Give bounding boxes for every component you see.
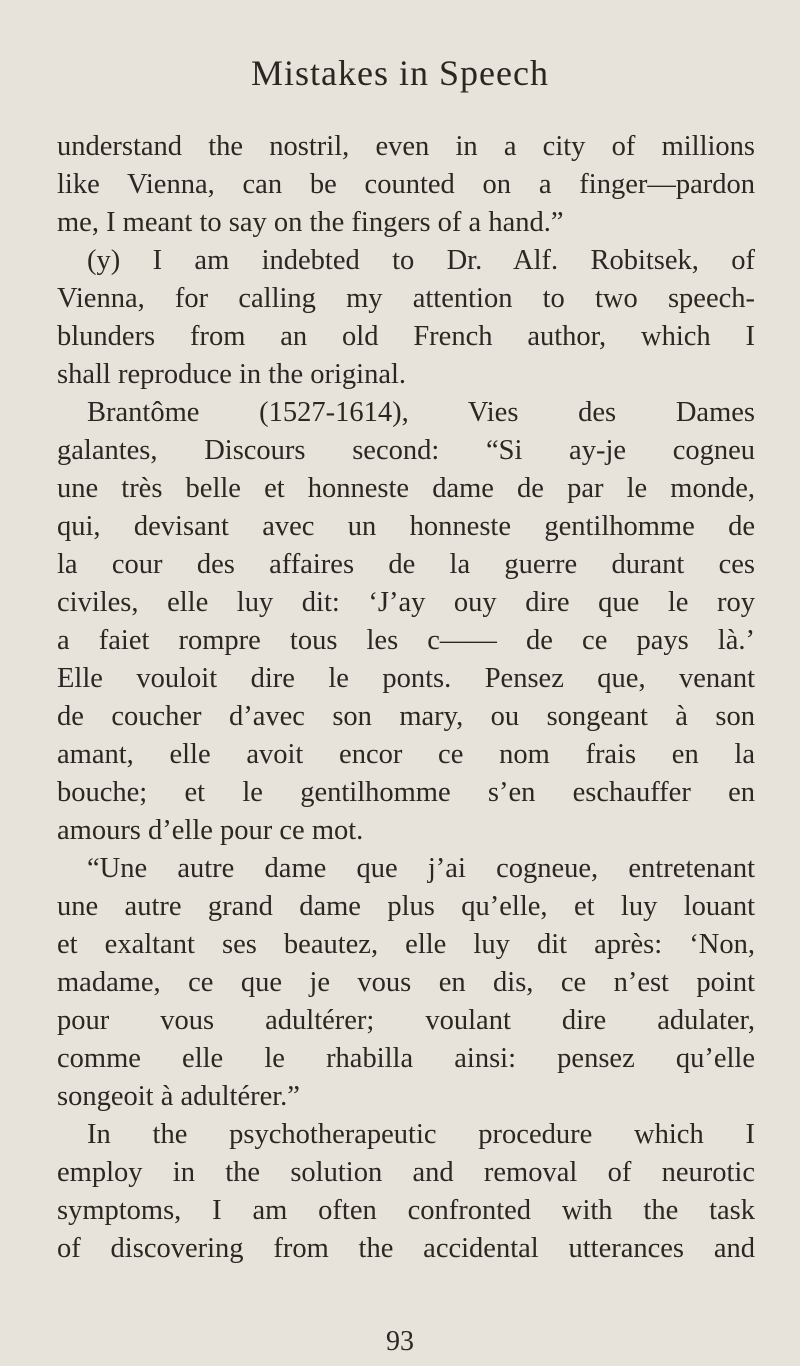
text-line: me, I meant to say on the fingers of a hand.” [57,207,564,238]
text-line: symptoms, I am often confronted with the task [57,1195,755,1226]
text-line: like Vienna, can be counted on a finger—pardon [57,169,755,200]
text-line: bouche; et le gentilhomme s’en eschauffer en [57,777,755,808]
text-line: amours d’elle pour ce mot. [57,815,364,846]
text-line: Vienna, for calling my attention to two speech- [57,283,755,314]
text-line: Brantôme (1527-1614), Vies des Dames [87,397,755,428]
text-line: “Une autre dame que j’ai cogneue, entretenant [87,853,755,884]
text-line: employ in the solution and removal of neurotic [57,1157,755,1188]
text-line: civiles, elle luy dit: ‘J’ay ouy dire que le roy [57,587,755,618]
text-line: qui, devisant avec un honneste gentilhomme de [57,511,755,542]
text-line: de coucher d’avec son mary, ou songeant à son [57,701,755,732]
text-line: (y) I am indebted to Dr. Alf. Robitsek, of [87,245,755,276]
text-line: of discovering from the accidental utterances and [57,1233,755,1264]
text-line: une très belle et honneste dame de par le monde, [57,473,755,504]
text-line: amant, elle avoit encor ce nom frais en la [57,739,755,770]
text-line: madame, ce que je vous en dis, ce n’est point [57,967,755,998]
text-line: une autre grand dame plus qu’elle, et luy louant [57,891,755,922]
text-line: Elle vouloit dire le ponts. Pensez que, venant [57,663,755,694]
text-line: blunders from an old French author, which I [57,321,755,352]
text-line: shall reproduce in the original. [57,359,407,390]
text-line: songeoit à adultérer.” [57,1081,300,1112]
text-line: et exaltant ses beautez, elle luy dit après: ‘Non, [57,929,755,960]
body-text [57,128,755,1268]
page-number: 93 [386,1326,414,1357]
text-line: galantes, Discours second: “Si ay-je cogneu [57,435,755,466]
text-line: a faiet rompre tous les c—— de ce pays là.’ [57,625,755,656]
text-line: In the psychotherapeutic procedure which I [87,1119,755,1150]
text-line: comme elle le rhabilla ainsi: pensez qu’elle [57,1043,755,1074]
text-line: la cour des affaires de la guerre durant ces [57,549,755,580]
text-line: pour vous adultérer; voulant dire adulater, [57,1005,755,1036]
running-head: Mistakes in Speech [251,53,549,93]
text-line: understand the nostril, even in a city of millions [57,131,755,162]
